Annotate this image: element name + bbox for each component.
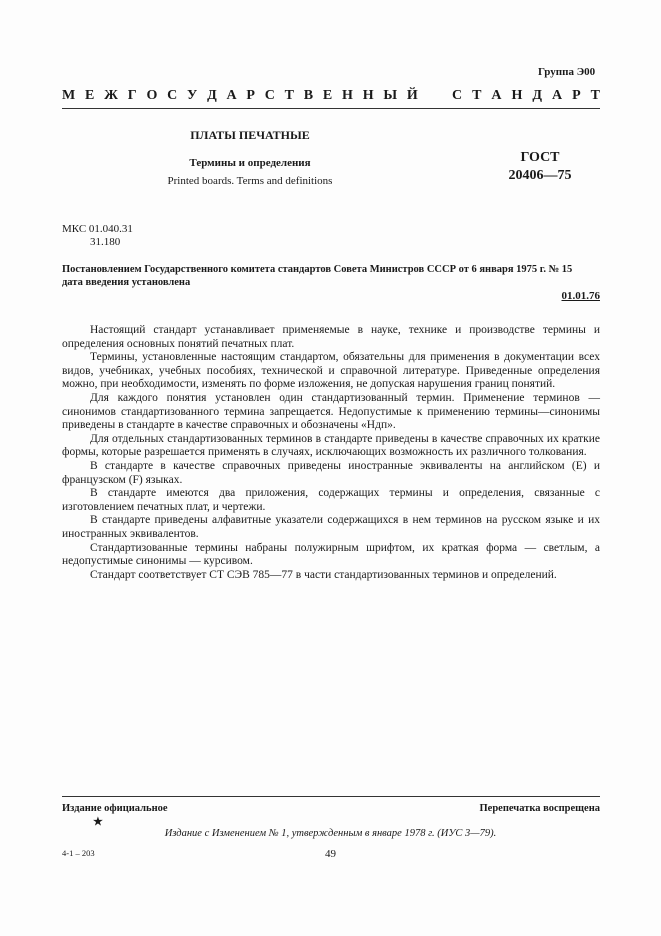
banner-letter: Е (322, 88, 333, 103)
banner-letter: С (264, 88, 275, 103)
banner-letter: А (226, 88, 237, 103)
paragraph: Стандартизованные термины набраны полужирным шрифтом, их краткая форма — светлым, а недопустимые синонимы — курсивом. (62, 541, 600, 568)
paragraph: Для отдельных стандартизованных терминов в стандарте приведены в качестве справочных их краткие формы, которые разрешается применять в случаях, исключающих возможность их различного толкования. (62, 432, 600, 459)
gost-label: ГОСТ (520, 150, 560, 165)
star-icon: ★ (93, 816, 103, 828)
banner-letter: Д (207, 88, 217, 103)
banner-letter: С (167, 88, 178, 103)
mks-codes (62, 223, 133, 249)
banner-letter: Т (472, 88, 482, 103)
banner-letter: А (551, 88, 563, 103)
paragraph: В стандарте в качестве справочных приведены иностранные эквиваленты на английском (Е) и французском (F) языках. (62, 459, 600, 486)
banner-letter: Г (127, 88, 137, 103)
banner-word-standard (452, 88, 600, 104)
gost-number (490, 149, 590, 185)
banner-letter: У (187, 88, 198, 103)
body-text (62, 324, 600, 582)
banner-letter: Т (590, 88, 600, 103)
banner-letter: Й (406, 88, 418, 103)
banner-word-interstate (62, 88, 418, 104)
edition-note: Издание с Изменением № 1, утвержденным в январе 1978 г. (ИУС 3—79). (164, 828, 497, 839)
english-title: Printed boards. Terms and definitions (167, 175, 333, 187)
banner-letter: Н (362, 88, 374, 103)
page-number: 49 (325, 848, 336, 860)
banner-letter: М (62, 88, 76, 103)
document-title: ПЛАТЫ ПЕЧАТНЫЕ (190, 128, 310, 142)
banner-letter: О (146, 88, 158, 103)
decree-text: Постановлением Государственного комитета стандартов Совета Министров СССР от 6 января 1975 г. № 15 (62, 264, 573, 275)
banner-letter: Е (85, 88, 95, 103)
banner-letter: Н (511, 88, 523, 103)
introduction-date-value: 01.01.76 (561, 290, 600, 302)
gost-code: 20406—75 (508, 168, 572, 183)
official-edition-label: Издание официальное (62, 803, 168, 814)
document-subtitle: Термины и определения (189, 157, 311, 169)
paragraph: Стандарт соответствует СТ СЭВ 785—77 в части стандартизованных терминов и определений. (90, 568, 557, 581)
decree (62, 263, 600, 289)
mks-code-2: 31.180 (90, 236, 121, 248)
reprint-prohibited-label: Перепечатка воспрещена (479, 803, 600, 814)
banner-letter: Р (246, 88, 255, 103)
footer-rule (62, 796, 600, 797)
paragraph: Термины, установленные настоящим стандартом, обязательны для применения в документации всех видов, учебниках, учебных пособиях, технической и справочной литературе. Приведенные определения можно, при необходимости, изменять по форме изложения, не допуская нарушения границ понятий. (62, 351, 600, 391)
group-label: Группа Э00 (538, 66, 596, 78)
header-rule (62, 108, 600, 109)
banner-letter: Р (572, 88, 581, 103)
banner-letter: В (303, 88, 314, 103)
banner-letter: Ы (383, 88, 398, 103)
paragraph: Настоящий стандарт устанавливает применяемые в науке, технике и производстве термины и определения основных понятий печатных плат. (62, 324, 600, 350)
paragraph: Для каждого понятия установлен один стандартизованный термин. Применение терминов — синонимов стандартизованного термина запрещается. Недопустимые к применению термины—синонимы приведены в стандарте в качестве справочных и обозначены «Ндп». (62, 391, 600, 432)
decree-text-2: дата введения установлена (62, 277, 191, 288)
banner-letter: Н (342, 88, 353, 103)
introduction-date (500, 290, 600, 302)
print-code: 4-1 – 203 (62, 848, 95, 858)
paragraph: В стандарте имеются два приложения, содержащих термины и определения, связанные с изготовлением печатных плат, и чертежи. (62, 487, 600, 513)
mks-code-1: МКС 01.040.31 (62, 223, 133, 235)
banner (62, 88, 600, 104)
banner-letter: Т (284, 88, 295, 103)
banner-letter: С (452, 88, 463, 103)
banner-letter: Ж (104, 88, 118, 103)
banner-letter: Д (532, 88, 542, 103)
banner-letter: А (491, 88, 502, 103)
paragraph: В стандарте приведены алфавитные указатели содержащихся в нем терминов на русском языке и их иностранных эквивалентов. (62, 514, 600, 540)
